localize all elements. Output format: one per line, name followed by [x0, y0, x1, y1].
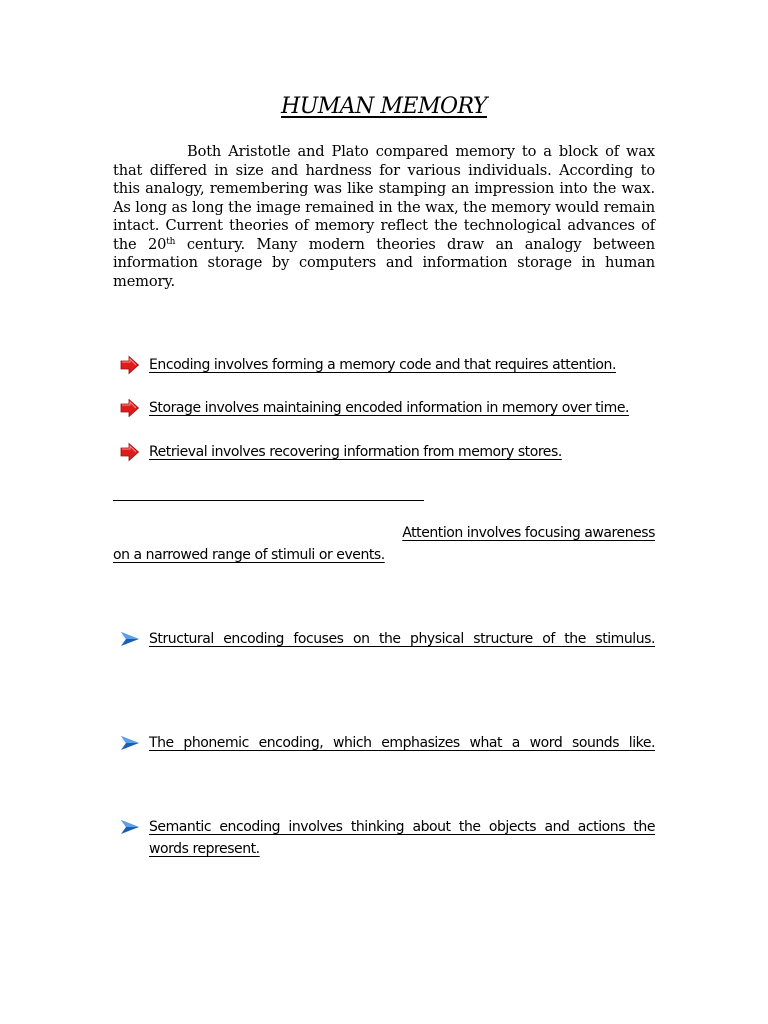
- blue-chevron-icon: [120, 629, 140, 649]
- bullet-structural-text: Structural encoding focuses on the physical structure of the stimulus.: [149, 631, 655, 647]
- bullet-semantic-text: Semantic encoding involves thinking about the objects and actions the words represent.: [149, 819, 655, 857]
- red-arrow-icon: [120, 355, 140, 375]
- attention-line-2: on a narrowed range of stimuli or events.: [113, 547, 385, 563]
- attention-line-1: Attention involves focusing awareness: [402, 525, 655, 541]
- bullet-retrieval: [120, 441, 562, 463]
- intro-superscript: th: [166, 236, 176, 247]
- horizontal-rule: [113, 500, 424, 501]
- attention-definition: [113, 522, 655, 566]
- bullet-retrieval-text: Retrieval involves recovering information from memory stores.: [149, 444, 562, 460]
- blue-chevron-icon: [120, 733, 140, 753]
- red-arrow-icon: [120, 398, 140, 418]
- bullet-semantic: [120, 816, 655, 860]
- blue-chevron-icon: [120, 817, 140, 837]
- red-arrow-icon: [120, 442, 140, 462]
- page-title: HUMAN MEMORY: [281, 94, 487, 119]
- bullet-phonemic: [120, 732, 655, 754]
- bullet-phonemic-text: The phonemic encoding, which emphasizes what a word sounds like.: [149, 735, 655, 751]
- intro-text-part1: Both Aristotle and Plato compared memory to a block of wax that differed in size and hardness for various individuals. According to this analogy, remembering was like stamping an impression into the wax. As long as long the image remained in the wax, the memory would remain intact. Current theories of memory reflect the technological advances of the 20: [113, 143, 655, 253]
- bullet-encoding: [120, 354, 616, 376]
- bullet-storage-text: Storage involves maintaining encoded information in memory over time.: [149, 400, 629, 416]
- intro-text-part2: century. Many modern theories draw an analogy between information storage by computers and information storage in human memory.: [113, 235, 655, 290]
- bullet-encoding-text: Encoding involves forming a memory code and that requires attention.: [149, 357, 616, 373]
- bullet-storage: [120, 397, 629, 419]
- bullet-structural: [120, 628, 655, 650]
- intro-paragraph: [113, 143, 655, 291]
